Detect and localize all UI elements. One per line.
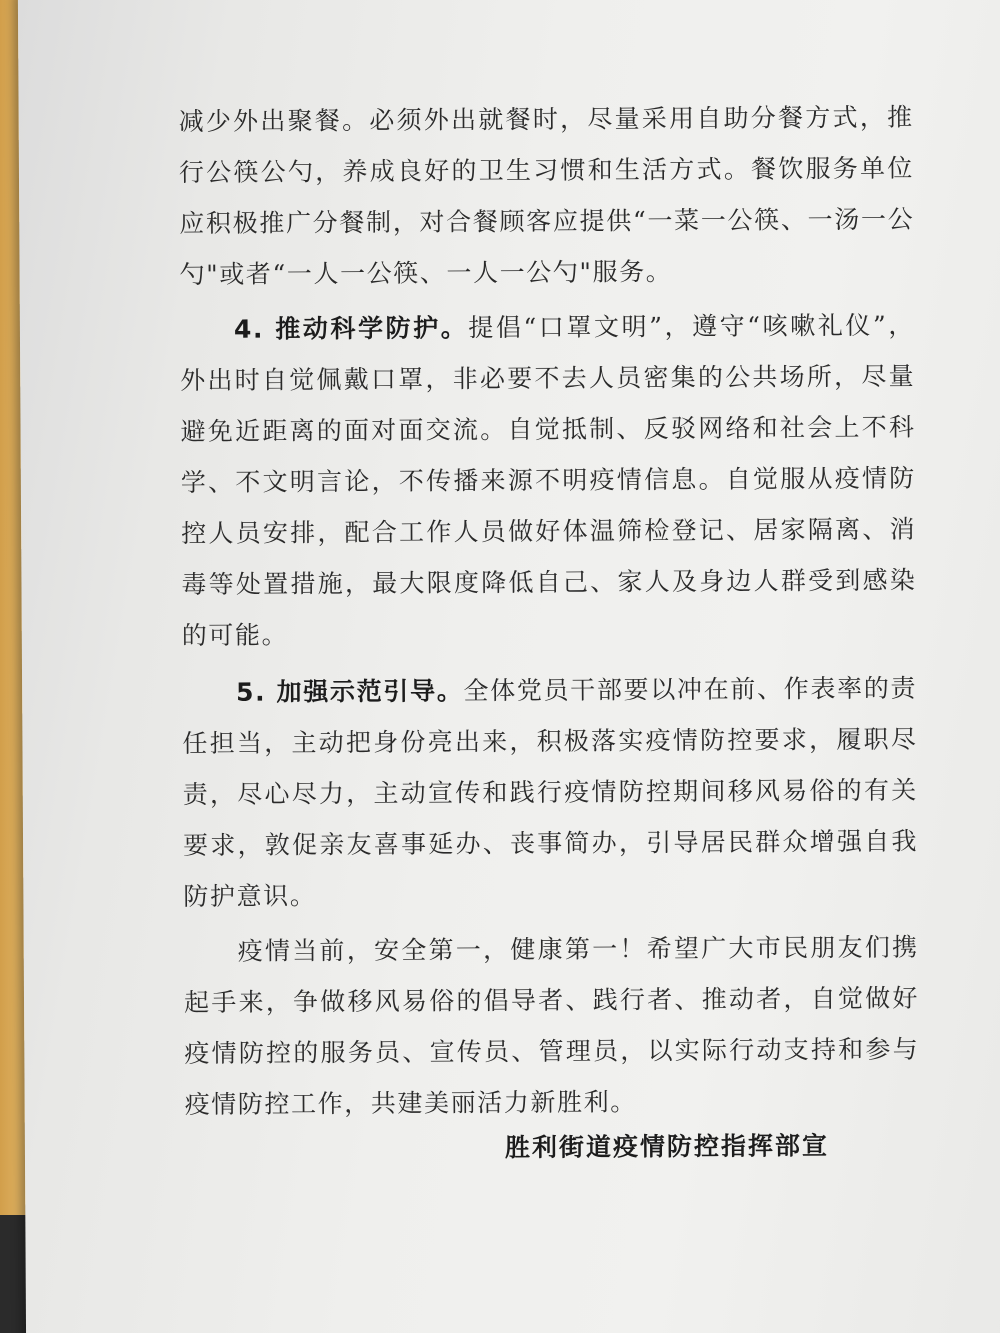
paragraph-text: 疫情当前，安全第一，健康第一！希望广大市民朋友们携起手来，争做移风易俗的倡导者、践行者、推动者，自觉做好疫情防控的服务员、宣传员、管理员，以实际行动支持和参与疫情防控工作，共建美丽活力新胜利。 — [183, 932, 920, 1120]
paper-sheet — [18, 0, 1000, 1333]
paragraph-text: 减少外出聚餐。必须外出就餐时，尽量采用自助分餐方式，推行公筷公勺，养成良好的卫生习惯和生活方式。餐饮服务单位应积极推广分餐制，对合餐顾客应提供“一菜一公筷、一汤一公勺"或者“一人一公筷、一人一公勺"服务。 — [178, 102, 915, 290]
document-body — [178, 92, 919, 1130]
paragraph-text: 提倡“口罩文明”，遵守“咳嗽礼仪”，外出时自觉佩戴口罩，非必要不去人员密集的公共场所，尽量避免近距离的面对面交流。自觉抵制、反驳网络和社会上不科学、不文明言论，不传播来源不明疫情信息。自觉服从疫情防控人员安排，配合工作人员做好体温筛检登记、居家隔离、消毒等处置措施，最大限度降低自己、家人及身边人群受到感染的可能。 — [180, 310, 917, 651]
paragraph-heading: 5. 加强示范引导。 — [236, 676, 464, 707]
signature-line: 胜利街道疫情防控指挥部宣 — [504, 1131, 830, 1163]
paragraph-heading: 4. 推动科学防护。 — [233, 313, 469, 344]
paragraph-protection — [180, 300, 917, 661]
paragraph-text: 全体党员干部要以冲在前、作表率的责任担当，主动把身份亮出来，积极落实疫情防控要求，履职尽责，尽心尽力，主动宣传和践行疫情防控期间移风易俗的有关要求，敦促亲友喜事延办、丧事简办，引导居民群众增强自我防护意识。 — [182, 673, 919, 912]
paragraph-guidance — [182, 663, 919, 922]
paragraph-closing — [184, 922, 920, 1130]
paragraph-dining — [178, 92, 914, 300]
